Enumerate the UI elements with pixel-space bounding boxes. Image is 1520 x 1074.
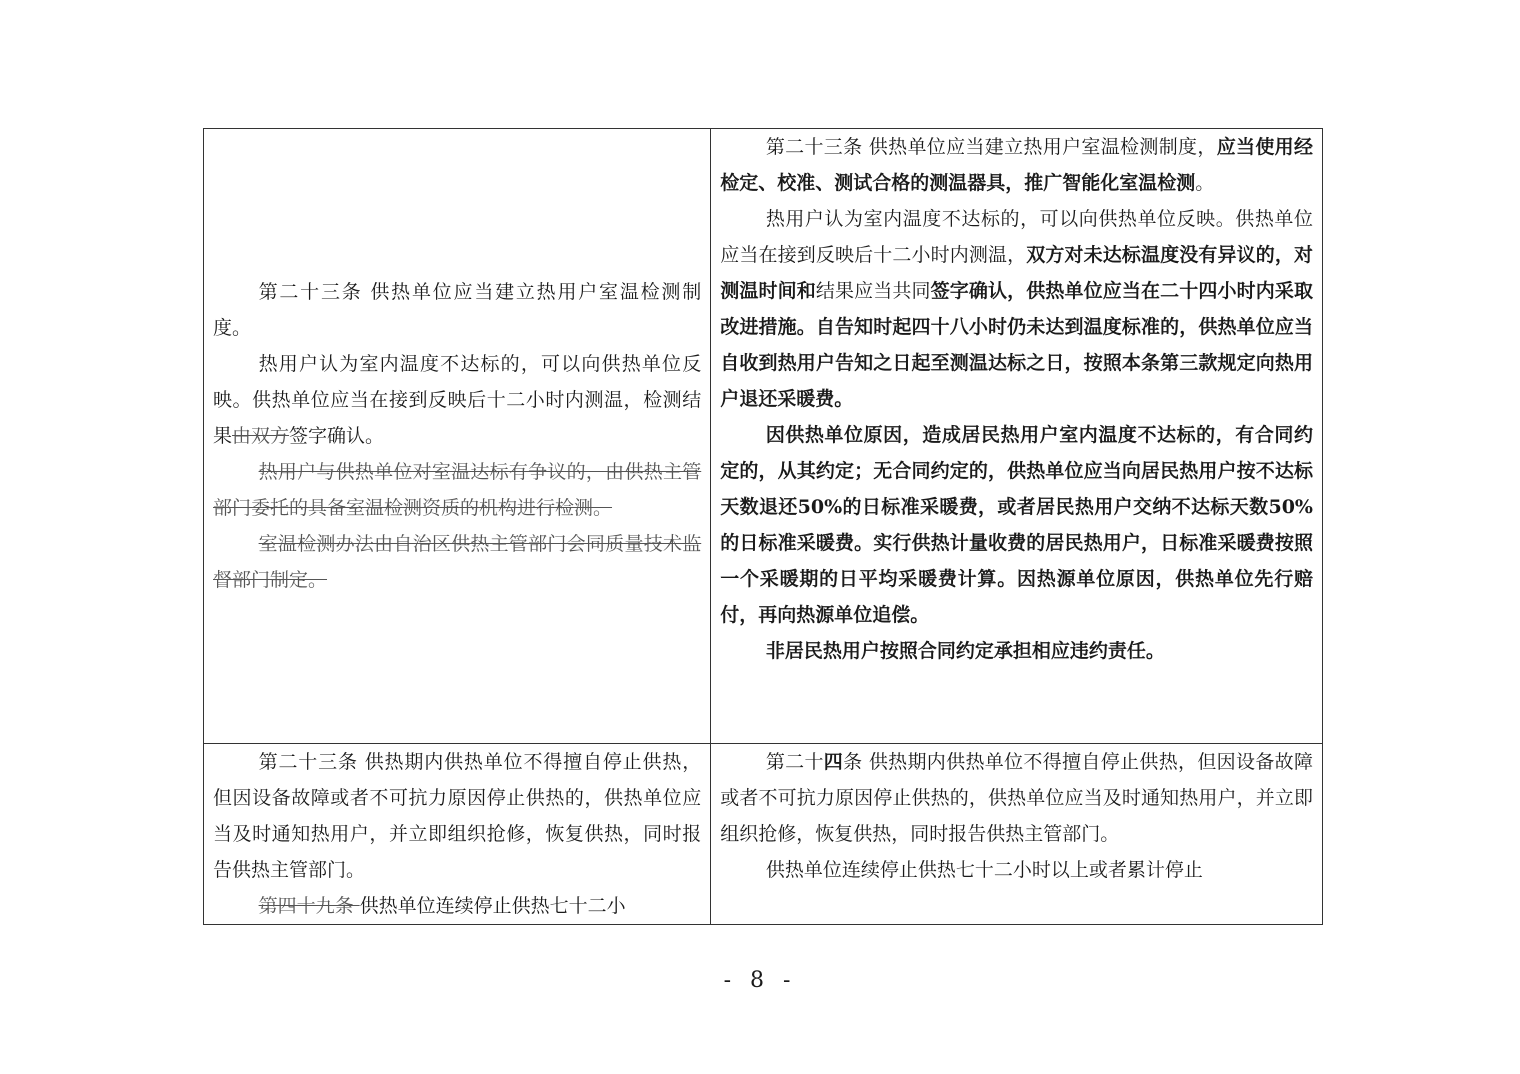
text-span: 。: [1195, 172, 1215, 194]
text-span: 条 供热期内供热单位不得擅自停止供热，但因设备故障或者不可抗力原因停止供热的，供热单位应当及时通知热用户，并立即组织抢修，恢复供热，同时报告供热主管部门。: [720, 751, 1313, 845]
table-row: [204, 744, 1323, 925]
new-article-23-para1: [720, 129, 1313, 201]
old-article-23-supply: 第二十三条 供热期内供热单位不得擅自停止供热，但因设备故障或者不可抗力原因停止供热的，供热单位应当及时通知热用户，并立即组织抢修，恢复供热，同时报告供热主管部门。: [213, 751, 702, 881]
deleted-text: 第四十九条: [258, 895, 360, 917]
revised-text-cell: [711, 129, 1323, 744]
deleted-text: 由双方: [232, 425, 290, 447]
new-article-24: [720, 744, 1313, 852]
original-text-cell: [204, 744, 711, 925]
table-row: [204, 129, 1323, 744]
page-number: - 8 -: [723, 968, 797, 993]
text-span: 供热单位连续停止供热七十二小: [359, 895, 626, 917]
added-text: 四: [823, 751, 844, 773]
text-span: 结果应当共同: [815, 280, 931, 302]
old-article-49: [213, 888, 701, 924]
comparison-table: [203, 128, 1323, 925]
added-paragraph: 非居民热用户按照合同约定承担相应违约责任。: [765, 640, 1165, 662]
added-text: 应当使用经检定、校准、测试合格的测温器具，推广智能化室温检测: [720, 136, 1313, 194]
text-span: 第二十三条 供热单位应当建立热用户室温检测制度，: [765, 136, 1217, 158]
added-text: 供热单位应当在二十四小时内采取改进措施。自告知时起四十八小时仍未达到温度标准的，供热单位应当自收到热用户告知之日起至测温达标之日，按照本条第三款规定向热用户退还采暖费。: [720, 280, 1313, 410]
new-article-23-para2: [720, 201, 1313, 417]
new-article-24-para2: 供热单位连续停止供热七十二小时以上或者累计停止: [765, 859, 1203, 881]
revised-text-cell: [711, 744, 1323, 925]
original-text-cell: [204, 129, 711, 744]
added-paragraph: 因供热单位原因，造成居民热用户室内温度不达标的，有合同约定的，从其约定；无合同约定的，供热单位应当向居民热用户按不达标天数退还50%的日标准采暖费，或者居民热用户交纳不达标天数50%的日标准采暖费。实行供热计量收费的居民热用户，日标准采暖费按照一个采暖期的日平均采暖费计算。因热源单位原因，供热单位先行赔付，再向热源单位追偿。: [720, 424, 1313, 626]
text-span: 第二十: [765, 751, 824, 773]
deleted-paragraph: 热用户与供热单位对室温达标有争议的，由供热主管部门委托的具备室温检测资质的机构进行检测。: [213, 461, 702, 519]
old-article-23-para2: [213, 346, 701, 454]
text-span: 热用户认为室内温度不达标的，可以向供热单位反映。供热单位应当在接到反映后十二小时内测温，检测结果: [213, 353, 702, 447]
text-span: 签字确认。: [289, 425, 385, 447]
added-text: 签字确认，: [930, 280, 1027, 302]
deleted-paragraph: 室温检测办法由自治区供热主管部门会同质量技术监督部门制定。: [213, 533, 702, 591]
added-text: 双方对未达标温度没有异议的，对测温时间和: [720, 244, 1313, 302]
text-span: 热用户认为室内温度不达标的，可以向供热单位反映。供热单位应当在接到反映后十二小时内测温，: [720, 208, 1313, 266]
old-article-23-title: 第二十三条 供热单位应当建立热用户室温检测制度。: [213, 281, 702, 339]
